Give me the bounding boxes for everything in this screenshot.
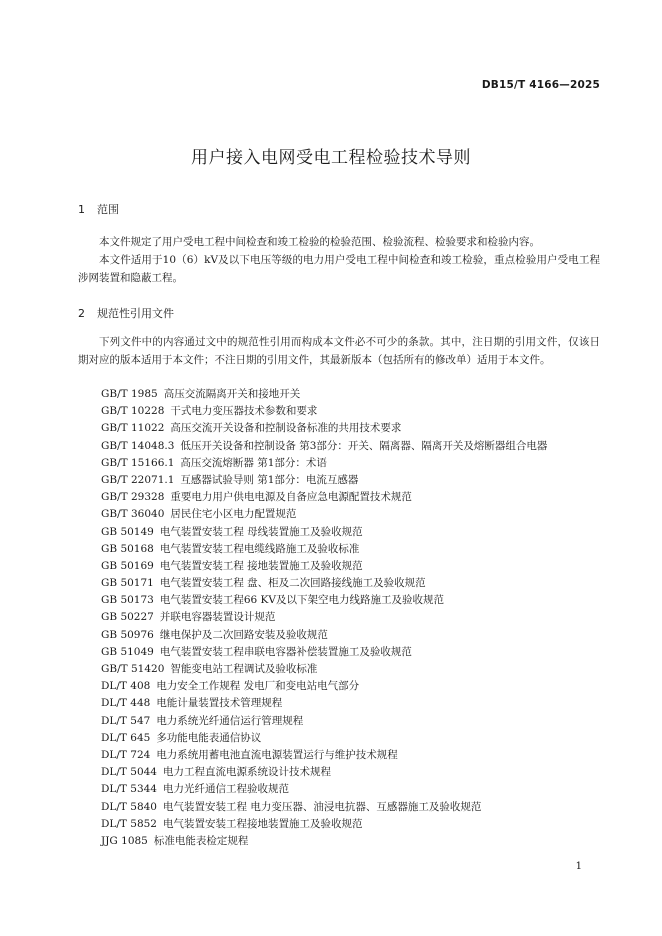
reference-code: DL/T 547 xyxy=(101,714,151,727)
reference-title: 高压交流开关设备和控制设备标准的共用技术要求 xyxy=(170,422,402,435)
reference-title: 电气装置安装工程 母线装置施工及验收规范 xyxy=(159,525,363,538)
reference-code: DL/T 5344 xyxy=(101,783,157,796)
reference-item xyxy=(101,764,547,781)
reference-code: DL/T 408 xyxy=(101,680,151,693)
reference-item xyxy=(101,472,547,489)
reference-code: GB 51049 xyxy=(101,645,154,658)
reference-title: 电气装置安装工程 电力变压器、油浸电抗器、互感器施工及验收规范 xyxy=(163,800,482,813)
page-number: 1 xyxy=(575,861,582,872)
reference-code: GB 50168 xyxy=(101,542,154,555)
section-2-title: 规范性引用文件 xyxy=(97,307,174,320)
section-1-paragraph-1: 本文件规定了用户受电工程中间检查和竣工检验的检验范围、检验流程、检验要求和检验内容。 xyxy=(99,236,540,248)
section-1-title: 范围 xyxy=(97,203,119,216)
reference-title: 标准电能表检定规程 xyxy=(153,834,249,847)
reference-item xyxy=(101,386,547,403)
reference-code: GB/T 29328 xyxy=(101,491,165,504)
reference-item xyxy=(101,730,547,747)
reference-title: 多功能电能表通信协议 xyxy=(156,731,262,744)
reference-list xyxy=(101,386,547,850)
reference-item xyxy=(101,403,547,420)
reference-item xyxy=(101,420,547,437)
reference-title: 互感器试验导则 第1部分：电流互感器 xyxy=(180,473,359,486)
section-1-paragraph-2: 本文件适用于10（6）kV及以下电压等级的电力用户受电工程中间检查和竣工检验，重点检验用户受电工程涉网装置和隐蔽工程。 xyxy=(78,254,600,284)
reference-code: GB 50227 xyxy=(101,611,154,624)
reference-code: GB/T 11022 xyxy=(101,422,165,435)
reference-title: 电气装置安装工程 接地装置施工及验收规范 xyxy=(159,559,363,572)
reference-title: 电气装置安装工程接地装置施工及验收规范 xyxy=(163,817,363,830)
reference-code: JJG 1085 xyxy=(101,834,148,847)
reference-title: 低压开关设备和控制设备 第3部分：开关、隔离器、隔离开关及熔断器组合电器 xyxy=(180,439,548,452)
reference-title: 电力光纤通信工程验收规范 xyxy=(163,783,289,796)
reference-item xyxy=(101,524,547,541)
section-2-heading xyxy=(78,305,174,321)
reference-title: 电力系统光纤通信运行管理规程 xyxy=(156,714,304,727)
document-code: DB15/T 4166—2025 xyxy=(481,79,600,91)
reference-item xyxy=(101,455,547,472)
reference-title: 重要电力用户供电电源及自备应急电源配置技术规范 xyxy=(170,491,412,504)
reference-code: GB/T 15166.1 xyxy=(101,456,175,469)
reference-code: GB/T 10228 xyxy=(101,405,165,418)
reference-title: 电力系统用蓄电池直流电源装置运行与维护技术规程 xyxy=(156,748,398,761)
reference-item xyxy=(101,833,547,850)
reference-code: GB/T 51420 xyxy=(101,663,165,675)
reference-title: 电力安全工作规程 发电厂和变电站电气部分 xyxy=(156,680,360,693)
reference-item xyxy=(101,489,547,506)
reference-item xyxy=(101,816,547,833)
reference-code: GB 50173 xyxy=(101,594,154,607)
reference-item xyxy=(101,506,547,523)
reference-title: 电气装置安装工程66 KV及以下架空电力线路施工及验收规范 xyxy=(159,594,444,607)
reference-item xyxy=(101,575,547,592)
reference-title: 高压交流熔断器 第1部分：术语 xyxy=(180,456,327,469)
reference-item xyxy=(101,747,547,764)
reference-item xyxy=(101,695,547,712)
reference-title: 并联电容器装置设计规范 xyxy=(159,611,276,624)
document-title: 用户接入电网受电工程检验技术导则 xyxy=(191,148,471,168)
reference-title: 电能计量装置技术管理规程 xyxy=(156,697,283,710)
reference-code: DL/T 448 xyxy=(101,697,151,710)
reference-code: DL/T 645 xyxy=(101,731,151,744)
reference-title: 继电保护及二次回路安装及验收规范 xyxy=(159,628,328,641)
reference-code: GB 50169 xyxy=(101,559,154,572)
reference-code: DL/T 724 xyxy=(101,748,151,761)
section-1-number: 1 xyxy=(78,203,85,216)
reference-title: 电气装置安装工程电缆线路施工及验收标准 xyxy=(159,542,360,555)
reference-item xyxy=(101,627,547,644)
reference-code: GB/T 36040 xyxy=(101,508,165,521)
reference-code: GB 50976 xyxy=(101,628,154,641)
reference-title: 高压交流隔离开关和接地开关 xyxy=(163,388,301,400)
reference-code: GB/T 22071.1 xyxy=(101,473,175,486)
reference-item xyxy=(101,661,547,678)
section-2-number: 2 xyxy=(78,307,85,320)
reference-code: GB/T 1985 xyxy=(101,388,158,400)
reference-item xyxy=(101,678,547,695)
reference-title: 干式电力变压器技术参数和要求 xyxy=(170,405,318,418)
reference-item xyxy=(101,558,547,575)
reference-item xyxy=(101,781,547,798)
reference-item xyxy=(101,644,547,661)
reference-title: 居民住宅小区电力配置规范 xyxy=(170,508,297,521)
reference-item xyxy=(101,713,547,730)
reference-code: GB 50149 xyxy=(101,525,154,538)
reference-item xyxy=(101,799,547,816)
reference-item xyxy=(101,438,547,455)
reference-item xyxy=(101,541,547,558)
reference-code: DL/T 5044 xyxy=(101,766,157,779)
reference-code: DL/T 5840 xyxy=(101,800,157,813)
reference-code: DL/T 5852 xyxy=(101,817,157,830)
reference-title: 电气装置安装工程 盘、柜及二次回路接线施工及验收规范 xyxy=(159,577,426,590)
reference-item xyxy=(101,592,547,609)
reference-code: GB 50171 xyxy=(101,577,154,590)
reference-title: 智能变电站工程调试及验收标准 xyxy=(170,663,318,675)
section-1-heading xyxy=(78,201,119,217)
reference-title: 电力工程直流电源系统设计技术规程 xyxy=(163,766,331,779)
section-2-intro: 下列文件中的内容通过文中的规范性引用而构成本文件必不可少的条款。其中，注日期的引用文件，仅该日期对应的版本适用于本文件；不注日期的引用文件，其最新版本（包括所有的修改单）适用于本文件。 xyxy=(78,336,600,366)
reference-title: 电气装置安装工程串联电容器补偿装置施工及验收规范 xyxy=(159,645,412,658)
reference-code: GB/T 14048.3 xyxy=(101,439,175,452)
reference-item xyxy=(101,609,547,626)
